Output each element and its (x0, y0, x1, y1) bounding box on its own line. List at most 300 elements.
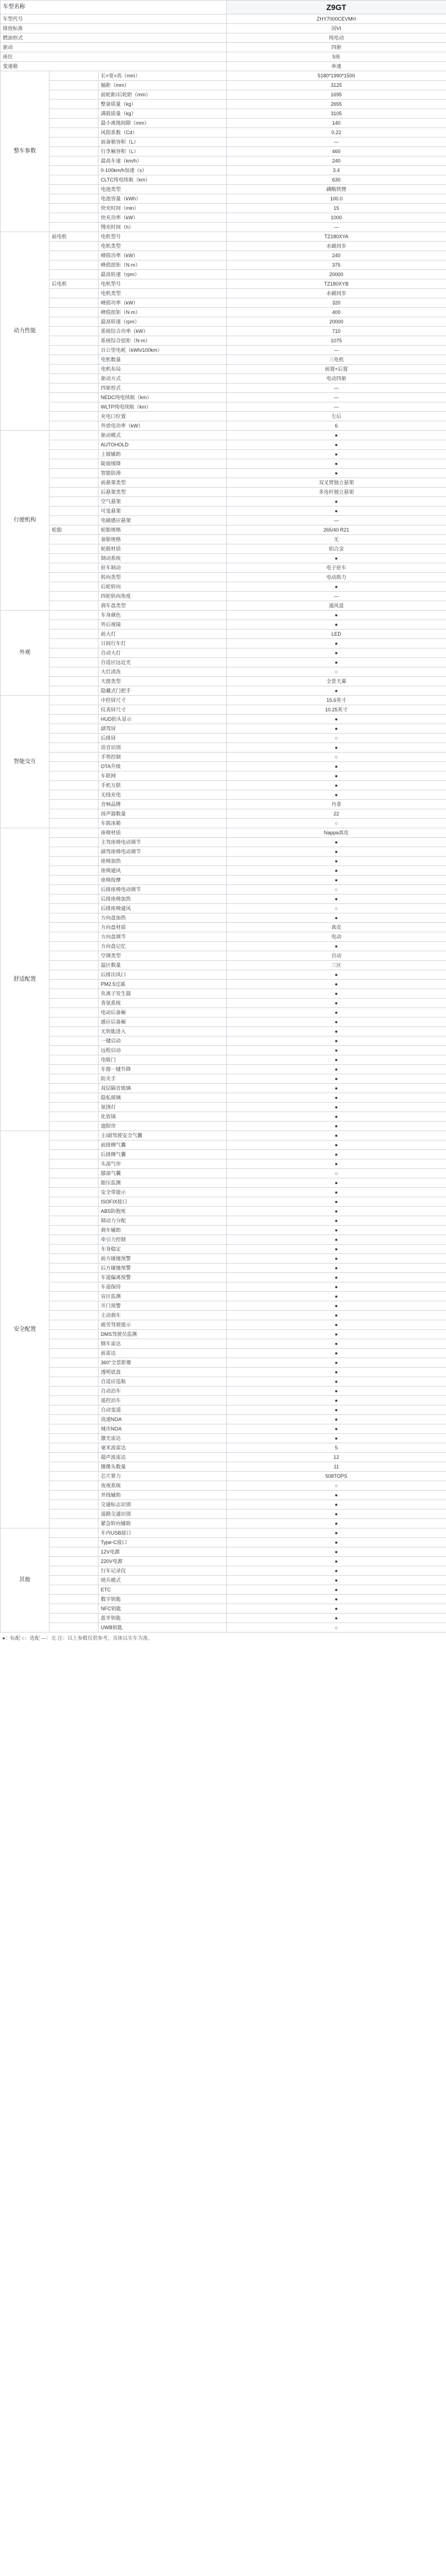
item-label: 峰值扭矩（N·m） (99, 308, 227, 317)
subgroup-label (50, 194, 99, 204)
spec-row (1, 630, 446, 639)
item-value: ○ (227, 667, 446, 677)
item-value: ● (227, 611, 446, 620)
spec-row (1, 1017, 446, 1027)
item-value: 多连杆独立悬架 (227, 488, 446, 497)
item-value: ● (227, 724, 446, 734)
item-value: ○ (227, 734, 446, 743)
item-label: 主动刹车 (99, 1311, 227, 1320)
subgroup-label (50, 431, 99, 440)
spec-row (1, 980, 446, 989)
subgroup-label (50, 573, 99, 582)
item-label: 峰值扭矩（N·m） (99, 260, 227, 270)
spec-row (1, 592, 446, 601)
item-value: 三区 (227, 961, 446, 970)
item-value: 20000 (227, 317, 446, 327)
item-value: 1695 (227, 90, 446, 100)
subgroup-label (50, 147, 99, 156)
item-label: 仪表屏尺寸 (99, 705, 227, 715)
subgroup-label (50, 1434, 99, 1443)
item-value: ● (227, 942, 446, 951)
item-label: 驱动方式 (99, 374, 227, 384)
item-label: 满载质量（kg） (99, 109, 227, 119)
subgroup-label (50, 365, 99, 374)
subgroup-label (50, 402, 99, 412)
item-label: 牵引力控制 (99, 1235, 227, 1245)
basic-label: 驱动 (1, 43, 227, 52)
spec-row (1, 100, 446, 109)
subgroup-label (50, 582, 99, 592)
item-label: 备胎规格 (99, 535, 227, 544)
item-value: ● (227, 999, 446, 1008)
subgroup-label (50, 1330, 99, 1339)
spec-row (1, 1169, 446, 1178)
item-label: 电机型号 (99, 232, 227, 242)
spec-row (1, 81, 446, 90)
item-value: ● (227, 1368, 446, 1377)
subgroup-label (50, 1112, 99, 1122)
spec-row (1, 819, 446, 828)
subgroup-label (50, 1349, 99, 1358)
spec-row (1, 109, 446, 119)
spec-row (1, 1084, 446, 1093)
item-label: 前悬架类型 (99, 478, 227, 488)
item-label: 最小离地间隙（mm） (99, 119, 227, 128)
spec-row (1, 450, 446, 459)
item-label: 转向类型 (99, 573, 227, 582)
item-value: ○ (227, 753, 446, 762)
item-label: 整备质量（kg） (99, 100, 227, 109)
subgroup-label (50, 535, 99, 544)
item-value: 240 (227, 156, 446, 166)
spec-row (1, 1008, 446, 1017)
spec-row (1, 885, 446, 894)
item-label: 隐藏式门把手 (99, 686, 227, 696)
spec-row (1, 582, 446, 592)
spec-row (1, 1387, 446, 1396)
item-value: 2655 (227, 100, 446, 109)
item-value: ● (227, 790, 446, 800)
spec-row (1, 1065, 446, 1074)
subgroup-label (50, 677, 99, 686)
item-label: 智能防滑 (99, 469, 227, 478)
item-label: 车载冰箱 (99, 819, 227, 828)
item-label: 风阻系数（Cd） (99, 128, 227, 137)
item-value: — (227, 346, 446, 355)
item-value: ● (227, 1339, 446, 1349)
spec-row (1, 1254, 446, 1264)
spec-row (1, 999, 446, 1008)
basic-value: 四驱 (227, 43, 446, 52)
spec-row (1, 1103, 446, 1112)
basic-row (1, 52, 446, 62)
spec-row (1, 1093, 446, 1103)
item-label: 手机互联 (99, 781, 227, 790)
item-value: ● (227, 686, 446, 696)
subgroup-label (50, 175, 99, 185)
subgroup-label (50, 1046, 99, 1055)
basic-label: 燃油形式 (1, 33, 227, 43)
item-value: 15 (227, 204, 446, 213)
item-value: 508TOPS (227, 1472, 446, 1481)
item-value: Nappa真皮 (227, 828, 446, 838)
spec-row (1, 1491, 446, 1500)
spec-row (1, 1453, 446, 1462)
spec-row (1, 1557, 446, 1566)
spec-row (1, 601, 446, 611)
item-value: ● (227, 743, 446, 753)
subgroup-label (50, 819, 99, 828)
item-value: 10.25英寸 (227, 705, 446, 715)
item-label: 后排出风口 (99, 970, 227, 980)
spec-row (1, 156, 446, 166)
item-value: 265/40 R21 (227, 525, 446, 535)
item-label: 双层隔音玻璃 (99, 1084, 227, 1093)
subgroup-label (50, 1557, 99, 1566)
subgroup-label (50, 648, 99, 658)
item-value: ● (227, 876, 446, 885)
item-value: ● (227, 1434, 446, 1443)
spec-row (1, 1443, 446, 1453)
subgroup-label (50, 1122, 99, 1131)
subgroup-label (50, 1339, 99, 1349)
item-label: 最高车速（km/h） (99, 156, 227, 166)
item-value: ● (227, 440, 446, 450)
spec-row (1, 365, 446, 374)
spec-row (1, 1585, 446, 1595)
item-label: 刹车辅助 (99, 1226, 227, 1235)
item-value: 15.6英寸 (227, 696, 446, 705)
item-value: ● (227, 1245, 446, 1254)
item-value: 320 (227, 298, 446, 308)
item-value: 电动助力 (227, 573, 446, 582)
spec-row (1, 1595, 446, 1604)
spec-row (1, 1301, 446, 1311)
item-label: ISOFIX接口 (99, 1197, 227, 1207)
item-value: ● (227, 497, 446, 507)
spec-row (1, 1159, 446, 1169)
item-label: DMS驾驶员监测 (99, 1330, 227, 1339)
item-label: 刹车盘类型 (99, 601, 227, 611)
spec-row (1, 1358, 446, 1368)
subgroup-label (50, 1368, 99, 1377)
item-value: ● (227, 431, 446, 440)
item-value: 自动 (227, 951, 446, 961)
item-label: 空气悬架 (99, 497, 227, 507)
item-value: — (227, 516, 446, 525)
subgroup-label (50, 1254, 99, 1264)
subgroup-label (50, 128, 99, 137)
item-label: 胎压监测 (99, 1178, 227, 1188)
subgroup-label (50, 1585, 99, 1595)
subgroup-label (50, 667, 99, 677)
group-label: 其他 (1, 1528, 50, 1633)
item-value: 460 (227, 147, 446, 156)
spec-row (1, 1320, 446, 1330)
item-label: 最高转速（rpm） (99, 317, 227, 327)
subgroup-label (50, 753, 99, 762)
subgroup-label (50, 1282, 99, 1292)
spec-row (1, 232, 446, 242)
item-label: 后悬架类型 (99, 488, 227, 497)
spec-row (1, 989, 446, 999)
item-value: 400 (227, 308, 446, 317)
spec-row (1, 648, 446, 658)
basic-row (1, 33, 446, 43)
basic-value: 5座 (227, 52, 446, 62)
item-value: ● (227, 1547, 446, 1557)
item-value: 22 (227, 809, 446, 819)
spec-row (1, 743, 446, 753)
spec-row (1, 1519, 446, 1528)
item-label: 方向盘加热 (99, 913, 227, 923)
item-label: 前轮距/后轮距（mm） (99, 90, 227, 100)
item-label: 膝部气囊 (99, 1169, 227, 1178)
subgroup-label (50, 734, 99, 743)
spec-row (1, 1614, 446, 1623)
spec-row (1, 611, 446, 620)
subgroup-label (50, 270, 99, 279)
subgroup-label (50, 1055, 99, 1065)
item-value: ○ (227, 1481, 446, 1491)
item-value: ● (227, 1254, 446, 1264)
item-value: 11 (227, 1462, 446, 1472)
item-label: 自适应巡航 (99, 1377, 227, 1387)
item-value: ● (227, 1122, 446, 1131)
spec-row (1, 1273, 446, 1282)
subgroup-label (50, 1510, 99, 1519)
subgroup-label (50, 1614, 99, 1623)
subgroup-label (50, 961, 99, 970)
item-value: 630 (227, 175, 446, 185)
item-value: ● (227, 1235, 446, 1245)
item-label: 外放电功率（kW） (99, 421, 227, 431)
item-label: 轮毂材质 (99, 544, 227, 554)
subgroup-label (50, 639, 99, 648)
subgroup-label (50, 1169, 99, 1178)
model-header-row (1, 1, 446, 14)
item-value: 20000 (227, 270, 446, 279)
subgroup-label (50, 440, 99, 450)
subgroup-label (50, 516, 99, 525)
subgroup-label (50, 1453, 99, 1462)
item-value: ● (227, 450, 446, 459)
item-label: 蓝牙钥匙 (99, 1614, 227, 1623)
subgroup-label (50, 81, 99, 90)
item-label: 0-100km/h加速（s） (99, 166, 227, 175)
spec-row (1, 478, 446, 488)
spec-row (1, 497, 446, 507)
item-label: 自动大灯 (99, 648, 227, 658)
subgroup-label (50, 346, 99, 355)
spec-row (1, 1424, 446, 1434)
subgroup-label (50, 488, 99, 497)
item-value: ● (227, 1491, 446, 1500)
item-label: 可变悬架 (99, 507, 227, 516)
item-value: 1000 (227, 213, 446, 223)
spec-row (1, 147, 446, 156)
subgroup-label (50, 1150, 99, 1159)
item-label: 前雷达 (99, 1349, 227, 1358)
item-label: 后排座椅加热 (99, 894, 227, 904)
subgroup-label (50, 1538, 99, 1547)
subgroup-label (50, 1424, 99, 1434)
subgroup-label (50, 251, 99, 260)
spec-row (1, 166, 446, 175)
subgroup-label (50, 980, 99, 989)
item-label: 遮阳帘 (99, 1122, 227, 1131)
spec-row (1, 289, 446, 298)
subgroup-label (50, 1566, 99, 1576)
item-value: 通风盘 (227, 601, 446, 611)
subgroup-label (50, 497, 99, 507)
item-label: 天窗类型 (99, 677, 227, 686)
subgroup-label (50, 478, 99, 488)
spec-row (1, 1538, 446, 1547)
subgroup-label (50, 71, 99, 81)
item-label: 制动力分配 (99, 1216, 227, 1226)
item-value: ● (227, 1017, 446, 1027)
spec-row (1, 1349, 446, 1358)
spec-row (1, 1207, 446, 1216)
subgroup-label (50, 1264, 99, 1273)
item-label: 电机类型 (99, 242, 227, 251)
spec-row (1, 223, 446, 232)
spec-row (1, 308, 446, 317)
item-label: 系统综合功率（kW） (99, 327, 227, 336)
item-label: 香氛系统 (99, 999, 227, 1008)
item-label: 后排座椅通风 (99, 904, 227, 913)
spec-row (1, 535, 446, 544)
subgroup-label (50, 696, 99, 705)
spec-row (1, 828, 446, 838)
spec-row (1, 1188, 446, 1197)
subgroup-label (50, 970, 99, 980)
item-label: 座椅材质 (99, 828, 227, 838)
subgroup-label (50, 1093, 99, 1103)
spec-row (1, 194, 446, 204)
item-label: 峰值功率（kW） (99, 251, 227, 260)
spec-row (1, 1292, 446, 1301)
item-label: 副驾屏 (99, 724, 227, 734)
item-label: 音响品牌 (99, 800, 227, 809)
item-label: 道路交通识别 (99, 1510, 227, 1519)
subgroup-label (50, 554, 99, 563)
subgroup-label (50, 620, 99, 630)
item-label: 电吸门 (99, 1055, 227, 1065)
subgroup-label (50, 298, 99, 308)
subgroup-label (50, 1481, 99, 1491)
item-value: ● (227, 1595, 446, 1604)
item-value: ● (227, 1519, 446, 1528)
spec-row (1, 469, 446, 478)
item-label: AUTOHOLD (99, 440, 227, 450)
item-value: TZ180XYB (227, 279, 446, 289)
item-label: 中控屏尺寸 (99, 696, 227, 705)
subgroup-label (50, 450, 99, 459)
item-value: ● (227, 847, 446, 857)
spec-row (1, 327, 446, 336)
subgroup-label (50, 242, 99, 251)
subgroup-label (50, 1273, 99, 1282)
item-label: 后方碰撞预警 (99, 1264, 227, 1273)
item-value: ● (227, 507, 446, 516)
spec-row (1, 734, 446, 743)
spec-row (1, 1472, 446, 1481)
item-value: ● (227, 1585, 446, 1595)
subgroup-label (50, 913, 99, 923)
spec-row (1, 1197, 446, 1207)
item-label: 感应后备厢 (99, 1017, 227, 1027)
spec-row (1, 1074, 446, 1084)
subgroup-label (50, 885, 99, 894)
spec-row (1, 620, 446, 630)
item-label: 盲区监测 (99, 1292, 227, 1301)
item-value: ● (227, 1178, 446, 1188)
spec-row (1, 185, 446, 194)
item-label: 前排侧气囊 (99, 1140, 227, 1150)
spec-row (1, 1368, 446, 1377)
item-label: 前备箱容积（L） (99, 137, 227, 147)
spec-row (1, 270, 446, 279)
spec-row (1, 1131, 446, 1140)
item-value: ● (227, 1036, 446, 1046)
item-label: 城市NOA (99, 1424, 227, 1434)
subgroup-label (50, 828, 99, 838)
spec-row (1, 790, 446, 800)
subgroup-label (50, 421, 99, 431)
item-label: 后排座椅电动调节 (99, 885, 227, 894)
subgroup-label (50, 507, 99, 516)
subgroup-label (50, 951, 99, 961)
group-label: 智能交互 (1, 696, 50, 828)
item-value: ○ (227, 1169, 446, 1178)
spec-row (1, 412, 446, 421)
item-value: ● (227, 1065, 446, 1074)
item-label: 陡坡缓降 (99, 459, 227, 469)
model-header-value: Z9GT (227, 1, 446, 14)
subgroup-label (50, 800, 99, 809)
subgroup-label (50, 412, 99, 421)
subgroup-label (50, 336, 99, 346)
item-value: ● (227, 1027, 446, 1036)
item-value: 5 (227, 1443, 446, 1453)
item-label: 扬声器数量 (99, 809, 227, 819)
item-label: WLTP纯电续航（km） (99, 402, 227, 412)
spec-row (1, 1235, 446, 1245)
item-label: 隐私玻璃 (99, 1093, 227, 1103)
spec-row (1, 137, 446, 147)
subgroup-label (50, 1292, 99, 1301)
item-label: 座椅按摩 (99, 876, 227, 885)
subgroup-label (50, 781, 99, 790)
item-value: ● (227, 762, 446, 771)
spec-row (1, 1178, 446, 1188)
subgroup-label (50, 327, 99, 336)
spec-row (1, 942, 446, 951)
spec-row (1, 1377, 446, 1387)
spec-row (1, 705, 446, 715)
subgroup-label (50, 260, 99, 270)
item-label: 自适应远近光 (99, 658, 227, 667)
basic-row (1, 24, 446, 33)
group-label: 动力性能 (1, 232, 50, 431)
item-label: 主驾座椅电动调节 (99, 838, 227, 847)
spec-row (1, 970, 446, 980)
item-value: ● (227, 1528, 446, 1538)
item-value: ● (227, 838, 446, 847)
spec-row (1, 1396, 446, 1405)
